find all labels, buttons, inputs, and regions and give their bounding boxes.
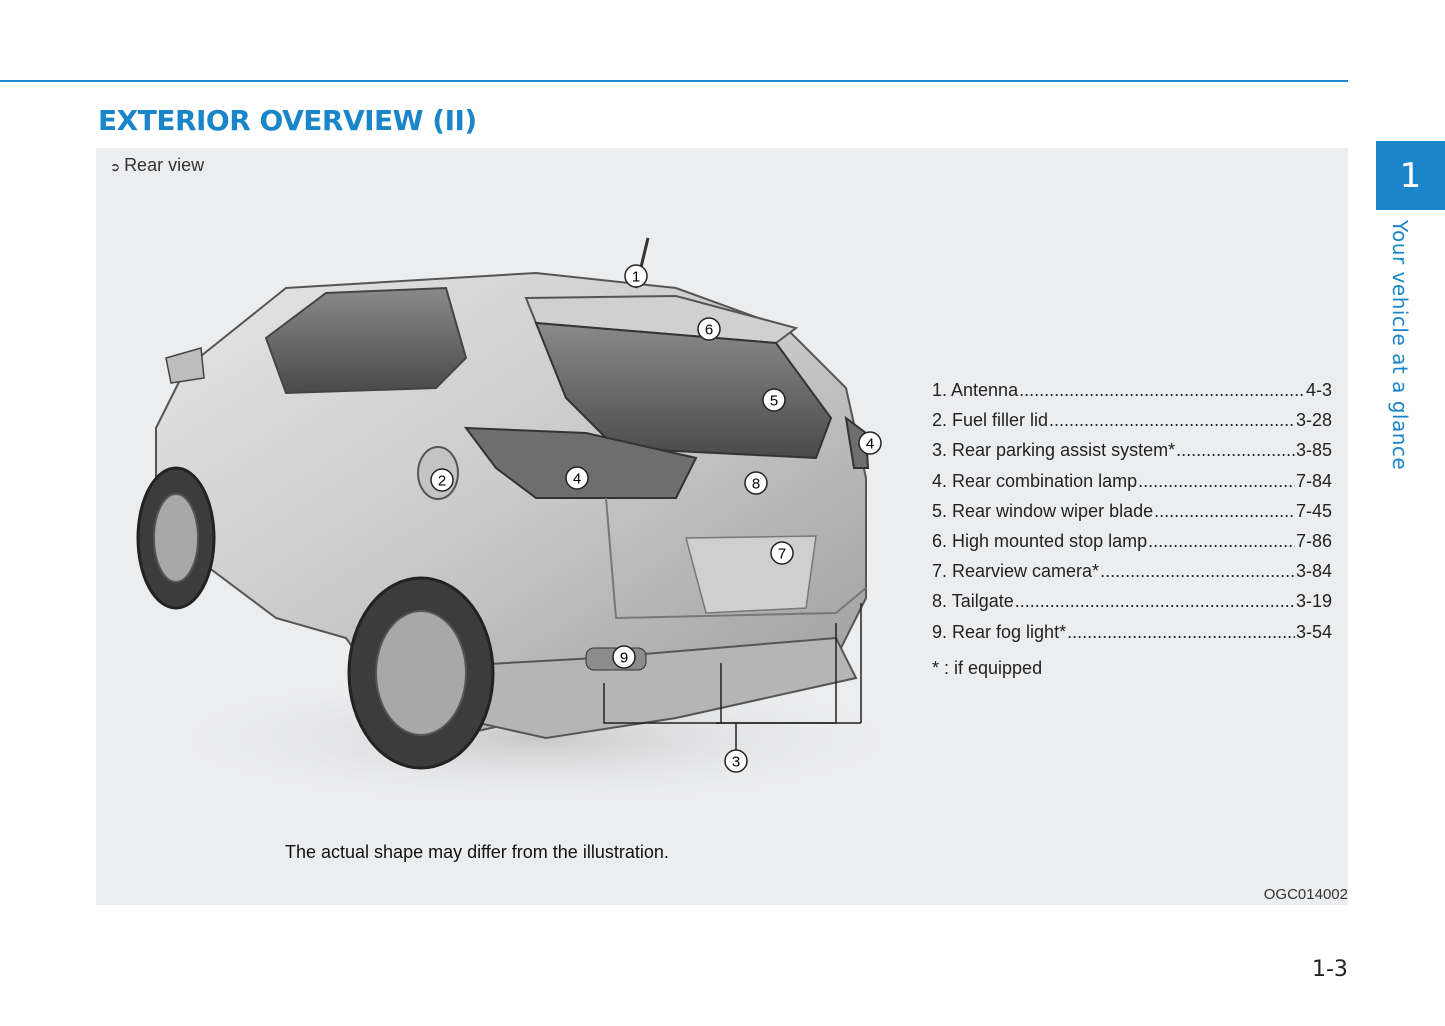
- callout-2-label: 2: [437, 472, 447, 490]
- image-code: OGC014002: [1263, 886, 1348, 903]
- top-rule: [0, 80, 1348, 82]
- legend-item: 7. Rearview camera* ..... 3-84: [932, 561, 1332, 591]
- callout-2: [431, 469, 453, 491]
- view-label: [110, 155, 204, 176]
- callout-8: [745, 472, 767, 494]
- view-label-text: Rear view: [124, 155, 205, 175]
- disclaimer: The actual shape may differ from the illustration.: [285, 842, 669, 862]
- illustration-panel: [96, 148, 1348, 905]
- callout-8-label: 8: [751, 475, 761, 493]
- callout-3-label: 3: [731, 753, 741, 771]
- callout-1-label: 1: [631, 268, 641, 286]
- legend-item: 4. Rear combination lamp ..... 7-84: [932, 471, 1332, 501]
- callout-1: [625, 265, 647, 287]
- callout-9: [613, 646, 635, 668]
- parts-legend: [932, 380, 1332, 652]
- callout-6: [698, 318, 720, 340]
- page-title: EXTERIOR OVERVIEW (II): [98, 104, 477, 137]
- legend-item: 6. High mounted stop lamp ..... 7-86: [932, 531, 1332, 561]
- legend-item: 1. Antenna ..... 4-3: [932, 380, 1332, 410]
- callout-5-label: 5: [769, 392, 779, 410]
- callout-5: [763, 389, 785, 411]
- callout-7-label: 7: [777, 545, 787, 563]
- legend-item: 3. Rear parking assist system* ..... 3-85: [932, 440, 1332, 470]
- page-number: 1-3: [1312, 957, 1348, 982]
- vehicle-rear-illustration: [116, 218, 916, 918]
- arrow-icon: ➲: [110, 160, 121, 174]
- chapter-title: Your vehicle at a glance: [1388, 220, 1412, 471]
- callout-3: [725, 750, 747, 772]
- chapter-tab: 1: [1376, 141, 1445, 210]
- callout-6-label: 6: [704, 321, 714, 339]
- legend-item: 5. Rear window wiper blade ..... 7-45: [932, 501, 1332, 531]
- legend-item: 9. Rear fog light* ..... 3-54: [932, 622, 1332, 652]
- callout-4-right: [859, 432, 881, 454]
- callout-4-left-label: 4: [572, 470, 582, 488]
- footnote: * : if equipped: [932, 658, 1043, 678]
- callout-4-left: [566, 467, 588, 489]
- legend-item: 2. Fuel filler lid ..... 3-28: [932, 410, 1332, 440]
- callout-4-right-label: 4: [865, 435, 875, 453]
- callout-7: [771, 542, 793, 564]
- callout-9-label: 9: [619, 649, 629, 667]
- legend-item: 8. Tailgate ..... 3-19: [932, 591, 1332, 621]
